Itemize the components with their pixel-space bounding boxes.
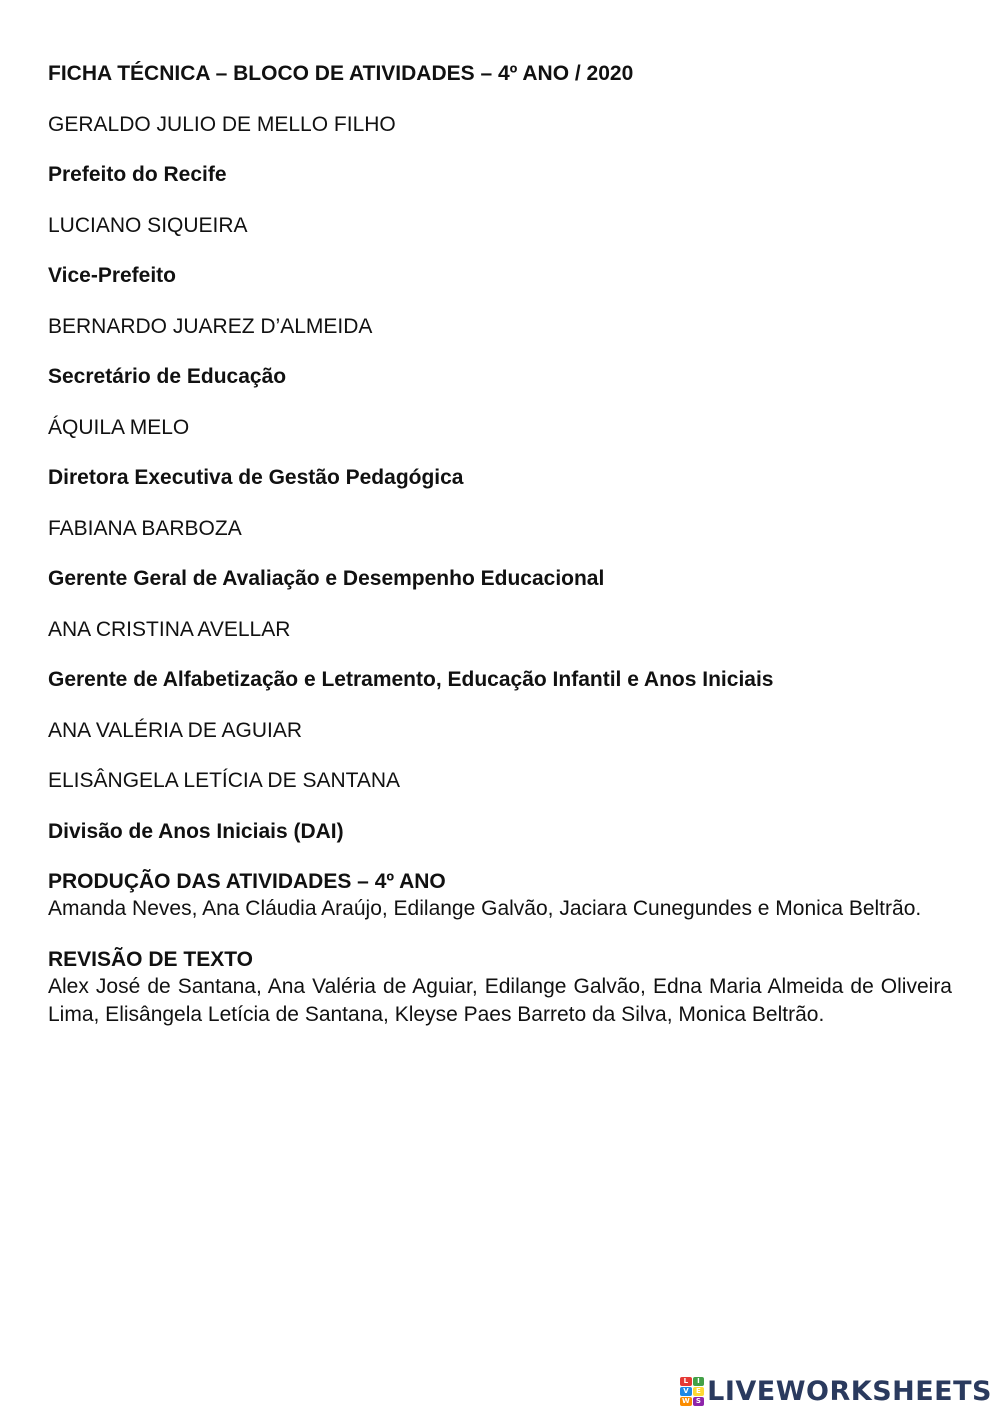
entry-name: GERALDO JULIO DE MELLO FILHO: [48, 112, 396, 136]
entry-role: Secretário de Educação: [48, 365, 287, 388]
entry-name: ANA CRISTINA AVELLAR: [48, 617, 291, 641]
entry-role: Gerente de Alfabetização e Letramento, Educação Infantil e Anos Iniciais: [48, 668, 774, 691]
logo-tile: E: [693, 1387, 705, 1396]
entry-role: Vice-Prefeito: [48, 264, 176, 287]
revision-heading: REVISÃO DE TEXTO: [48, 948, 253, 971]
document-page: [48, 60, 952, 1028]
production-text: Amanda Neves, Ana Cláudia Araújo, Edilange Galvão, Jaciara Cunegundes e Monica Beltrão.: [48, 897, 922, 920]
entry-name: BERNARDO JUAREZ D’ALMEIDA: [48, 314, 373, 338]
entry-role: Diretora Executiva de Gestão Pedagógica: [48, 466, 464, 489]
revision-text: Alex José de Santana, Ana Valéria de Aguiar, Edilange Galvão, Edna Maria Almeida de Oliveira Lima, Elisângela Letícia de Santana, Kleyse Paes Barreto da Silva, Monica Beltrão.: [48, 975, 952, 1026]
logo-tile: I: [693, 1377, 705, 1386]
dai-member-name: ELISÂNGELA LETÍCIA DE SANTANA: [48, 769, 401, 792]
liveworksheets-logo-icon: [680, 1377, 704, 1407]
logo-tile: W: [682, 1397, 690, 1406]
entry-name: ÁQUILA MELO: [48, 415, 190, 439]
dai-label: Divisão de Anos Iniciais (DAI): [48, 819, 344, 843]
entry-name: FABIANA BARBOZA: [48, 516, 242, 540]
logo-tile: L: [680, 1377, 692, 1386]
logo-tile: S: [693, 1397, 705, 1406]
dai-member-name: ANA VALÉRIA DE AGUIAR: [48, 718, 303, 742]
entry-name: LUCIANO SIQUEIRA: [48, 213, 248, 237]
logo-tile: V: [680, 1387, 692, 1396]
entry-role: Gerente Geral de Avaliação e Desempenho Educacional: [48, 567, 605, 590]
document-title: FICHA TÉCNICA – BLOCO DE ATIVIDADES – 4º ANO / 2020: [48, 62, 634, 85]
entry-role: Prefeito do Recife: [48, 163, 227, 186]
watermark-text: LIVEWORKSHEETS: [707, 1376, 992, 1407]
production-heading: PRODUÇÃO DAS ATIVIDADES – 4º ANO: [48, 870, 446, 893]
liveworksheets-watermark: [680, 1376, 992, 1407]
